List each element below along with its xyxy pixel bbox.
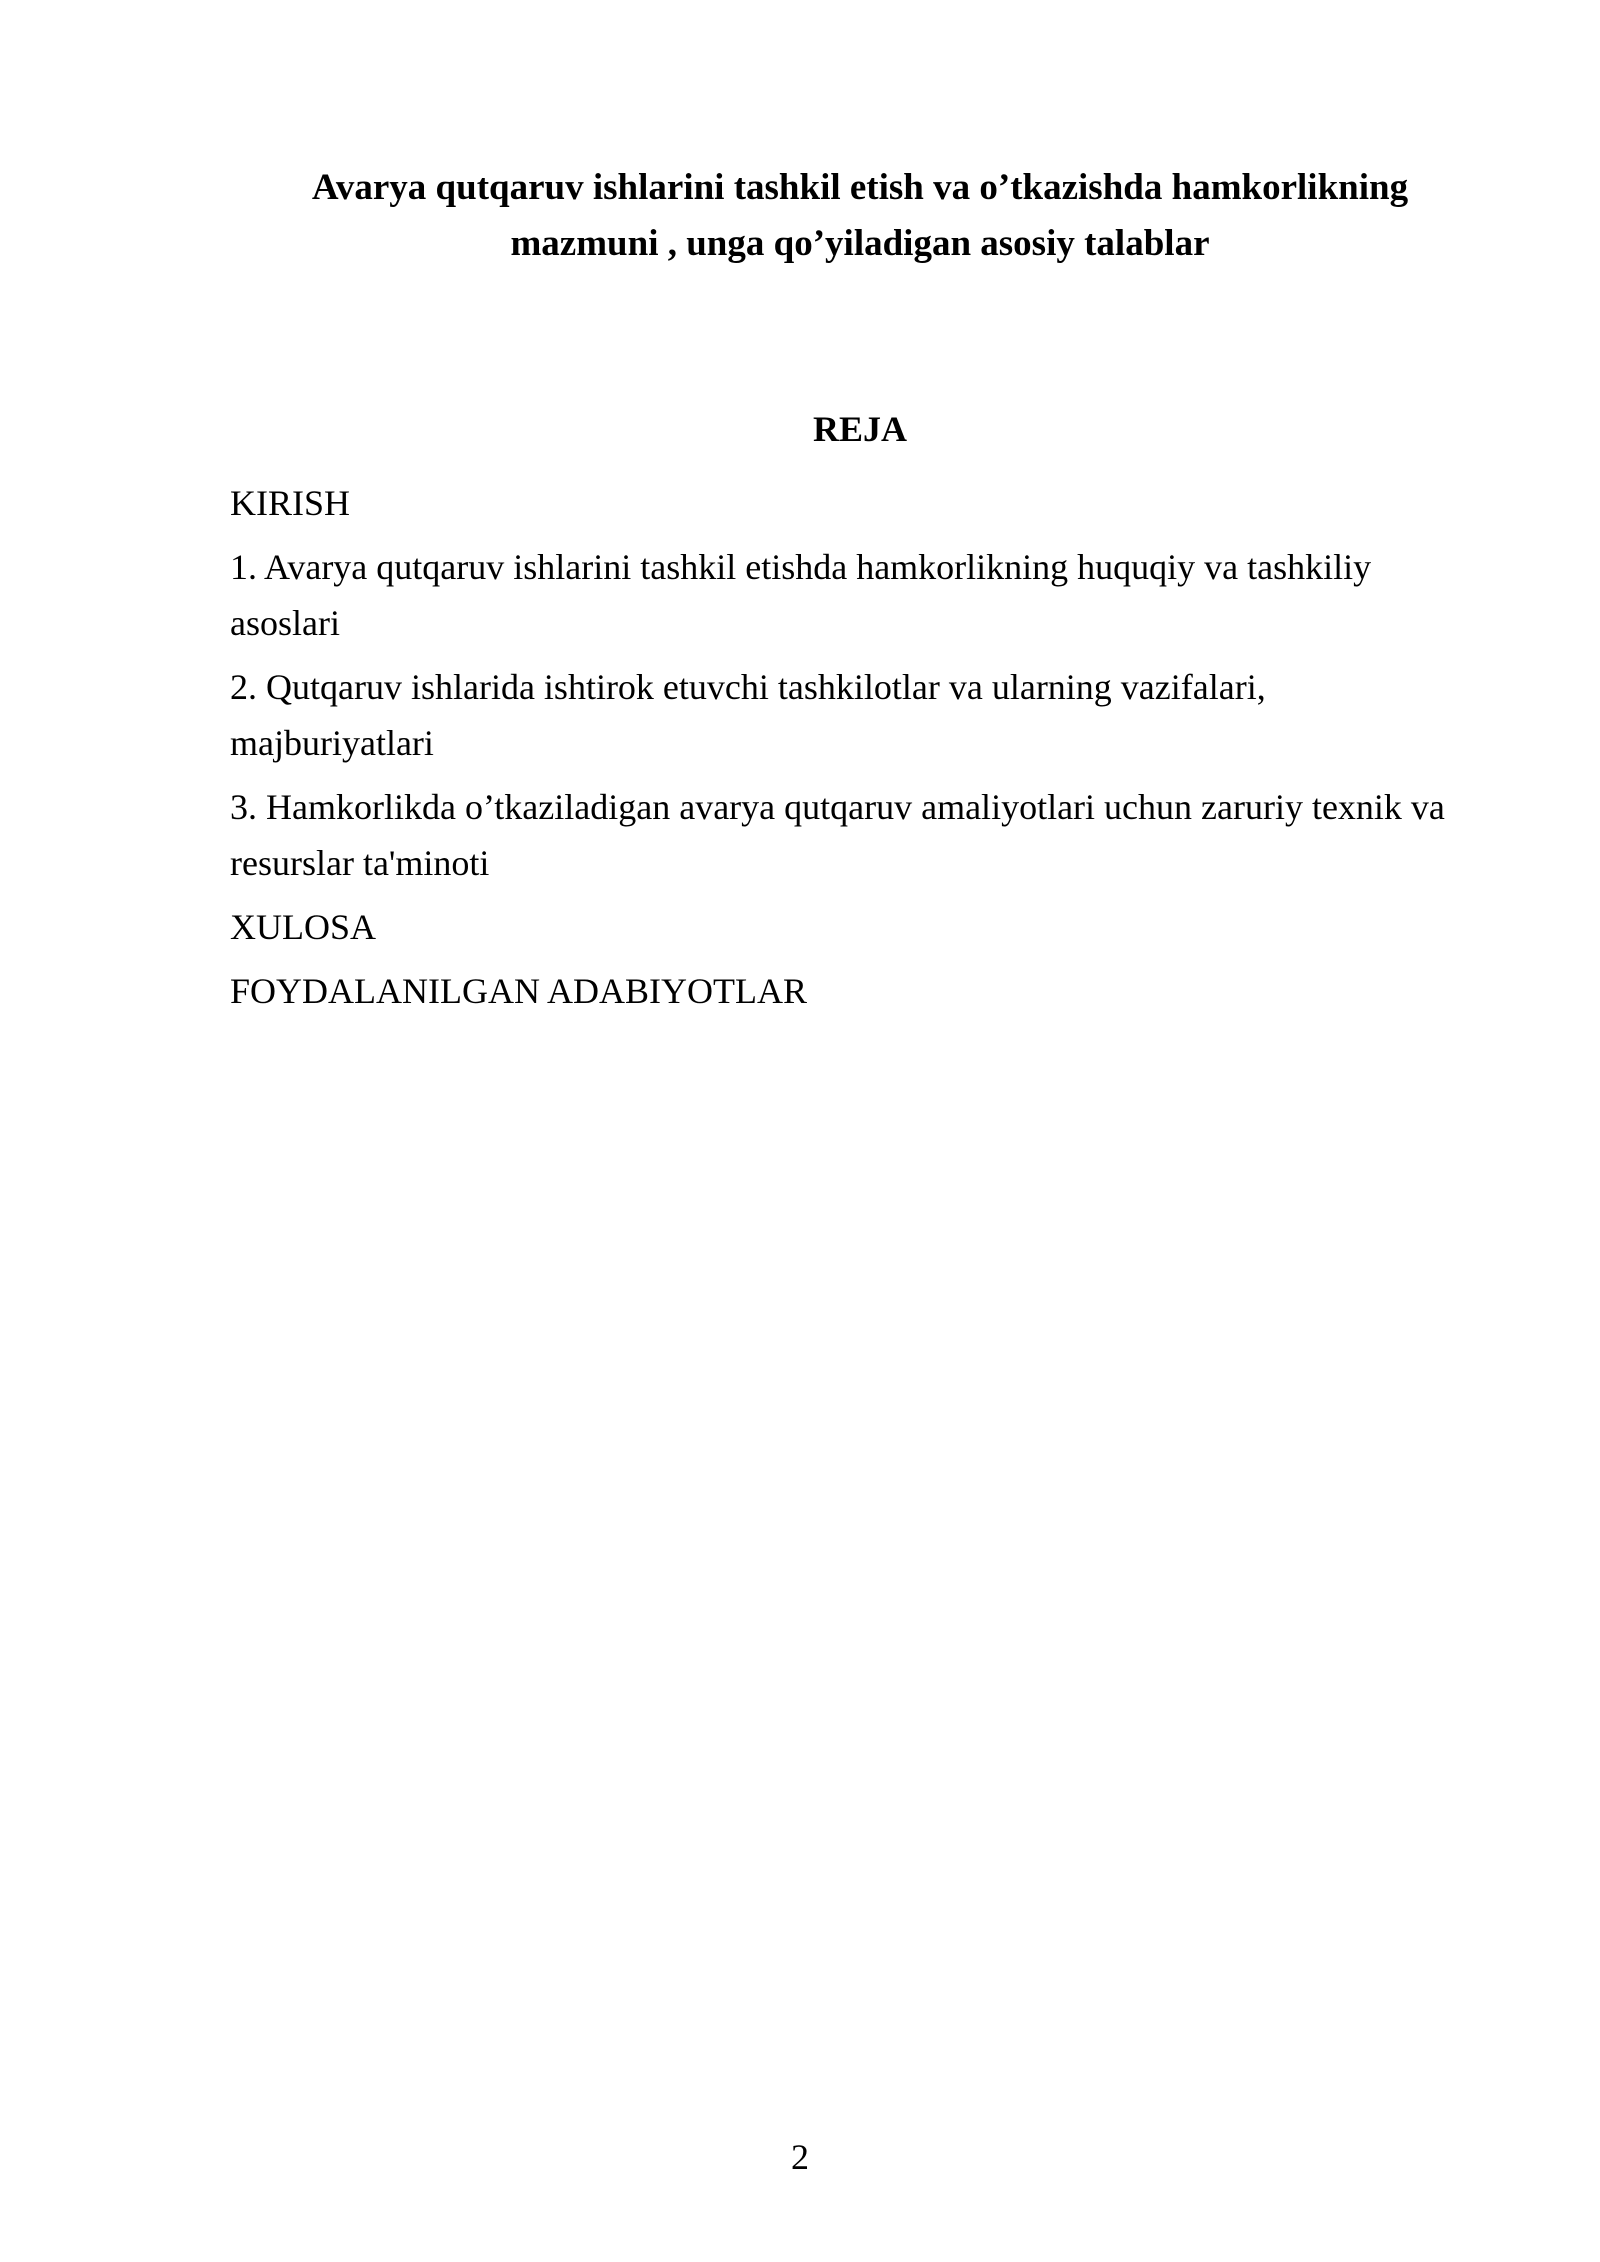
plan-list (230, 475, 1475, 1027)
plan-item-conclusion: XULOSA (230, 907, 377, 947)
page-number: 2 (791, 2137, 809, 2177)
plan-item-1: 1. Avarya qutqaruv ishlarini tashkil etishda hamkorlikning huquqiy va tashkiliy asoslari (230, 547, 1372, 643)
plan-item-introduction: KIRISH (230, 483, 351, 523)
plan-item-references: FOYDALANILGAN ADABIYOTLAR (230, 971, 807, 1011)
document-title-line-1: Avarya qutqaruv ishlarini tashkil etish va o’tkazishda hamkorlikning (311, 167, 1409, 208)
document-title-line-2: mazmuni , unga qo’yiladigan asosiy talablar (510, 223, 1210, 264)
plan-item-3: 3. Hamkorlikda o’tkaziladigan avarya qutqaruv amaliyotlari uchun zaruriy texnik va resurslar ta'minoti (230, 787, 1445, 883)
document-title (230, 160, 1490, 272)
plan-heading: REJA (812, 409, 907, 449)
plan-item-2: 2. Qutqaruv ishlarida ishtirok etuvchi tashkilotlar va ularning vazifalari, majburiyatlari (230, 667, 1266, 763)
